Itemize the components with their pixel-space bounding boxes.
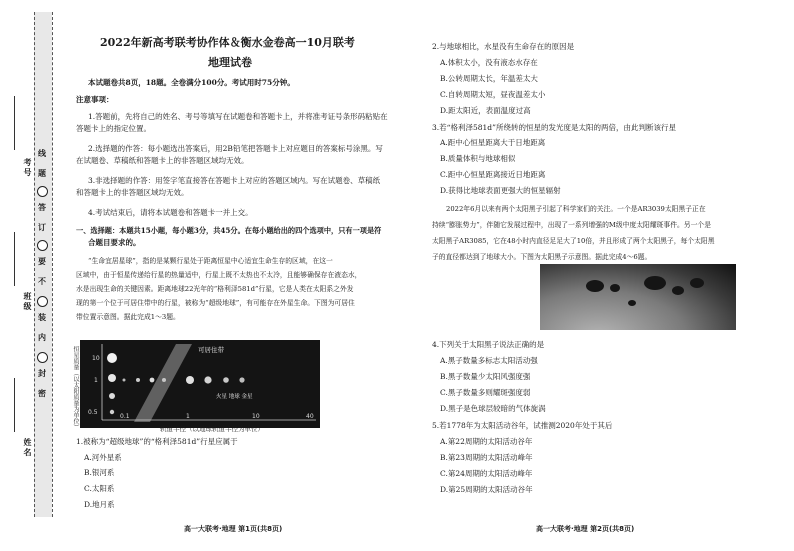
question-option[interactable]: C.自转周期太短，昼夜温差太小: [440, 90, 546, 99]
notice-line: 2.选择题的作答：每小题选出答案后，用2B铅笔把答题卡上对应题目的答案标号涂黑。写: [88, 144, 383, 153]
question-option[interactable]: A.距中心恒星距离大于日地距离: [440, 138, 546, 147]
sunspot: [586, 280, 604, 292]
name-label: 姓名: [23, 438, 32, 458]
exam-no-label: 考号: [23, 158, 32, 178]
subject-title: 地理试卷: [208, 56, 252, 69]
notice-line: 3.非选择题的作答：用签字笔直接答在答题卡上对应的答题区域内。写在试题卷、草稿纸: [88, 176, 381, 185]
question-option[interactable]: C.太阳系: [84, 484, 115, 493]
star: [107, 353, 117, 363]
seal-char: 要: [38, 257, 46, 266]
question-option[interactable]: C.第24周期的太阳活动峰年: [440, 469, 533, 478]
sunspot: [644, 276, 666, 290]
section-heading-cont: 合题目要求的。: [88, 238, 141, 247]
binding-hole: [37, 240, 48, 251]
binding-hole: [37, 352, 48, 363]
sunspot: [628, 300, 636, 306]
seal-char: 线: [38, 149, 46, 158]
passage-line: 子的直径都达到了地球大小。下图为太阳黑子示意图。据此完成4～6题。: [432, 253, 652, 261]
y-tick: 10: [92, 355, 100, 362]
passage-line: 太阳黑子AR3085，它在48小时内直径足足大了10倍，并且形成了两个太阳黑子，每个太阳黑: [432, 237, 715, 245]
notice-line: 答题卡上的指定位置。: [76, 124, 151, 133]
cut-line: [52, 12, 53, 517]
class-field[interactable]: [14, 232, 15, 286]
question-stem: 1.被称为“超级地球”的“格利泽581d”行星应属于: [76, 437, 238, 446]
question-option[interactable]: B.第23周期的太阳活动峰年: [440, 453, 533, 462]
page-footer-left: 高一大联考·地理 第1页(共8页): [184, 525, 283, 533]
habitable-band: [134, 344, 192, 422]
question-stem: 4.下列关于太阳黑子说法正确的是: [432, 340, 545, 349]
question-option[interactable]: B.质量体积与地球相似: [440, 154, 516, 163]
sunspot: [672, 286, 684, 295]
seal-char: 封: [38, 369, 46, 378]
x-tick: 40: [306, 413, 314, 420]
sunspot: [610, 284, 620, 292]
question-option[interactable]: C.黑子数量多则耀斑强度弱: [440, 388, 531, 397]
notice-line: 和答题卡上的非答题区域均无效。: [76, 188, 189, 197]
exam-info: 本试题卷共8页，18题。全卷满分100分。考试用时75分钟。: [88, 78, 295, 87]
notice-heading: 注意事项：: [76, 95, 114, 104]
x-tick: 0.1: [120, 413, 130, 420]
passage-line: 持续“膨胀势力”，伴随它发展过程中，出现了一系列增强的M级中度太阳耀斑事件。另一个是: [432, 221, 711, 229]
y-tick: 1: [94, 377, 98, 384]
seal-char: 密: [38, 389, 46, 398]
planet: [150, 378, 155, 383]
passage-line: 区域中，由于恒星传递给行星的热量适中，行星上既不太热也不太冷，且能够确保存在液态水，: [76, 271, 362, 279]
question-option[interactable]: B.黑子数量少太阳风强度强: [440, 372, 531, 381]
x-tick: 10: [252, 413, 260, 420]
question-option[interactable]: A.黑子数量多标志太阳活动强: [440, 356, 538, 365]
planet: [136, 378, 140, 382]
planet: [123, 379, 126, 382]
sunspot-photo: [540, 264, 736, 330]
passage-line: “生命宜居星球”，指的是某颗行星处于距离恒星中心适宜生命生存的区域，在这一: [88, 257, 333, 265]
seal-char: 题: [38, 169, 46, 178]
passage-line: 2022年6月以来有两个太阳黑子引起了科学家们的关注。一个是AR3039太阳黑子正在: [446, 205, 706, 213]
question-option[interactable]: B.公转周期太长，年温差太大: [440, 74, 538, 83]
legend-label: 可居住带: [198, 346, 224, 354]
habitable-zone-figure: [80, 340, 320, 428]
question-option[interactable]: A.体积太小，没有液态水存在: [440, 58, 538, 67]
seal-char: 装: [38, 313, 46, 322]
binding-hole: [37, 296, 48, 307]
x-axis-label: 轨道半径（以地球轨道半径为单位）: [160, 425, 264, 433]
passage-line: 带位置示意图。据此完成1～3题。: [76, 313, 180, 321]
question-option[interactable]: D.黑子是色球层较暗的气体旋涡: [440, 404, 546, 413]
y-axis-label: 恒星质量（以太阳质量为单位）: [72, 346, 79, 430]
question-option[interactable]: B.银河系: [84, 468, 115, 477]
name-field[interactable]: [14, 378, 15, 432]
question-option[interactable]: A.河外星系: [84, 453, 122, 462]
section-heading: 一、选择题：本题共15小题，每小题3分，共45分。在每小题给出的四个选项中，只有一项是符: [76, 226, 382, 235]
seal-char: 内: [38, 333, 46, 342]
planet: [223, 377, 229, 383]
y-tick: 0.5: [88, 409, 98, 416]
notice-line: 在试题卷、草稿纸和答题卡上的非答题区域均无效。: [76, 156, 249, 165]
planet: [204, 376, 211, 383]
planet: [162, 378, 166, 382]
question-stem: 3.若“格利泽581d”所绕转的恒星的发光度是太阳的两倍，由此判断该行星: [432, 123, 676, 132]
exam-title: 2022年新高考联考协作体＆衡水金卷高一10月联考: [100, 36, 355, 49]
binding-hole: [37, 186, 48, 197]
class-label: 班级: [23, 292, 32, 312]
x-tick: 1: [186, 413, 190, 420]
notice-line: 4.考试结束后，请将本试题卷和答题卡一并上交。: [88, 208, 253, 217]
passage-line: 水是出现生命的关键因素。距离地球22光年的“格利泽581d”行星，它是人类在太阳系之外发: [76, 285, 354, 293]
question-option[interactable]: D.第25周期的太阳活动谷年: [440, 485, 533, 494]
sunspot: [690, 278, 704, 288]
question-stem: 2.与地球相比，水星没有生命存在的原因是: [432, 42, 575, 51]
notice-line: 1.答题前，先将自己的姓名、考号等填写在试题卷和答题卡上，并将准考证号条形码粘贴在: [88, 112, 388, 121]
question-option[interactable]: D.距太阳近，表面温度过高: [440, 106, 531, 115]
question-option[interactable]: D.地月系: [84, 500, 115, 509]
binding-strip: [0, 0, 64, 551]
planet-labels: 火星 地球 金星: [216, 394, 253, 400]
habitable-zone-diagram: [80, 340, 320, 428]
exam-no-field[interactable]: [14, 96, 15, 150]
planet: [239, 377, 244, 382]
seal-char: 不: [38, 277, 46, 286]
star: [109, 393, 115, 399]
question-option[interactable]: C.距中心恒星距离接近日地距离: [440, 170, 546, 179]
question-stem: 5.若1778年为太阳活动谷年，试推测2020年处于其后: [432, 421, 613, 430]
seal-char: 订: [38, 223, 46, 232]
question-option[interactable]: A.第22周期的太阳活动谷年: [440, 437, 533, 446]
star: [108, 374, 116, 382]
passage-line: 现的第一个位于可居住带中的行星，被称为“超级地球”，有可能存在外星生命。下图为可居住: [76, 299, 355, 307]
seal-char: 答: [38, 203, 46, 212]
question-option[interactable]: D.获得比地球表面更强大的恒星辐射: [440, 186, 561, 195]
star: [110, 410, 114, 414]
planet: [186, 376, 194, 384]
cut-line: [34, 12, 35, 517]
page-footer-right: 高一大联考·地理 第2页(共8页): [536, 525, 635, 533]
